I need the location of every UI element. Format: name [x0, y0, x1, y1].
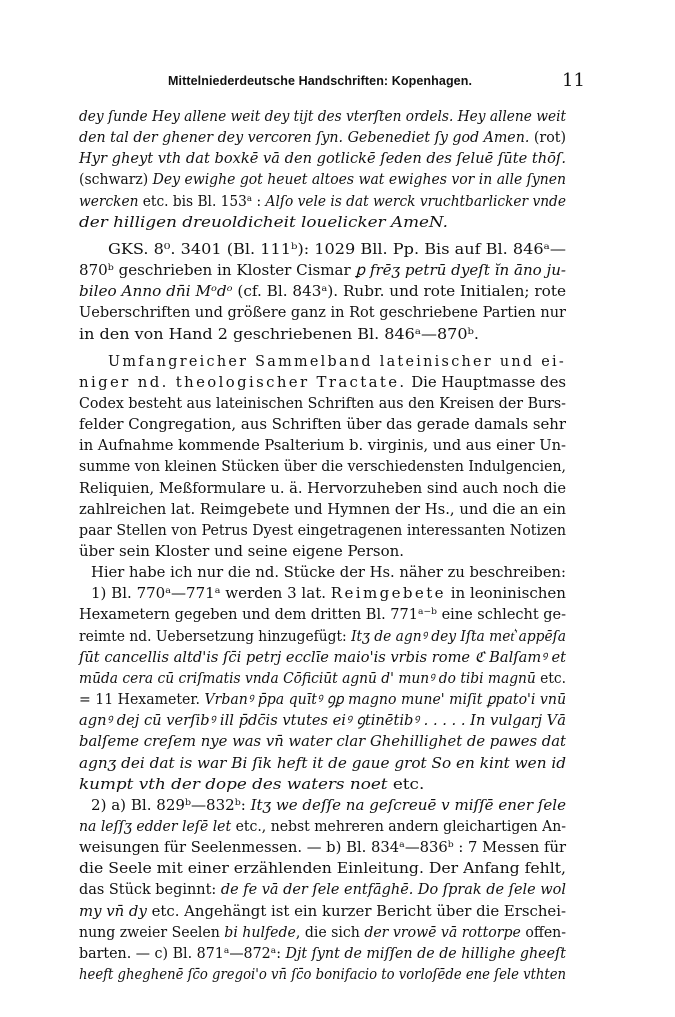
line-content — [108, 239, 566, 259]
line-content — [79, 191, 566, 211]
line-content — [79, 520, 566, 540]
line-content — [79, 710, 566, 730]
line-content — [79, 393, 566, 413]
text-segment: bi hulfede — [224, 923, 296, 941]
text-segment: Hier habe ich nur die nd. Stücke der Hs. näher zu beschreiben: — [91, 563, 566, 581]
line-content — [91, 795, 566, 815]
line-content — [79, 753, 566, 773]
line-content — [79, 964, 566, 984]
text-segment: Reliquien, Meßformulare u. ä. Hervorzuheben sind auch noch die — [79, 479, 567, 497]
line-content — [79, 837, 566, 857]
line-content — [79, 478, 566, 498]
text-segment: agnʒ dei dat is war Bi ſik heft it de gaue grot So en kint wen id — [79, 754, 567, 772]
text-segment: (cf. Bl. 843ᵃ). Rubr. und rote Initialen; rote — [232, 282, 566, 300]
text-segment: Itʒ de agnꝰ dey Iſta met͛ appēſa — [351, 627, 567, 645]
line-content — [79, 324, 479, 344]
line-content — [79, 302, 566, 322]
line-content — [79, 901, 566, 921]
line-content — [79, 372, 566, 392]
line-content — [79, 148, 566, 168]
text-segment: paar Stellen von Petrus Dyest eingetragenen interessanten Notizen — [79, 521, 567, 539]
text-segment: balſeme creſem nye was vn̄ water clar Ghehillighet de pawes dat — [79, 732, 566, 750]
line-content — [79, 604, 566, 624]
text-segment: mūda cera cū criſmatis vnda Cōficiūt agnū d' munꝰ do tibi magnū — [79, 669, 536, 687]
text-segment: kumpt vth der dope des waters noet — [79, 775, 388, 793]
text-segment: Djt ſynt de miſſen de de hillighe gheeſt — [285, 944, 566, 962]
text-segment: reimte nd. Uebersetzung hinzugefügt: — [79, 627, 352, 645]
text-segment: wercken — [79, 192, 139, 210]
text-segment: etc., nebst mehreren andern gleichartigen An- — [231, 817, 566, 835]
text-segment: in Aufnahme kommende Psalterium b. virginis, und aus einer Un- — [79, 436, 567, 454]
text-segment: heeft gheghenē ſc̄o gregoi'o vn̄ ſc̄o bonifacio to vorloſēde ene ſele vthten — [79, 965, 567, 983]
line-content — [79, 541, 404, 561]
text-segment: Hexametern gegeben und dem dritten Bl. 771ᵃ⁻ᵇ eine schlecht ge- — [79, 605, 567, 623]
text-segment: 1) Bl. 770ᵃ—771ᵃ werden 3 lat. — [91, 584, 331, 602]
text-segment: dey ſunde Hey allene weit dey tijt des vterſten ordels. Hey allene weit — [79, 107, 566, 125]
text-segment: Die Hauptmasse des — [406, 373, 567, 391]
line-content — [79, 668, 566, 688]
running-title: Mittelniederdeutsche Handschriften: Kopenhagen. — [168, 74, 473, 88]
line-content — [79, 858, 566, 878]
line-content — [79, 414, 566, 434]
text-segment: in leoninischen — [445, 584, 566, 602]
text-segment: 2) a) Bl. 829ᵇ—832ᵇ: — [91, 796, 251, 814]
text-segment: Itʒ we deſſe na geſcreuē v miſſē ener ſele — [250, 796, 566, 814]
line-content — [91, 583, 566, 603]
text-segment: Reimgebete — [330, 584, 446, 602]
text-segment: , die sich — [295, 923, 365, 941]
line-content — [108, 351, 566, 371]
text-segment: bileo Anno dn̄i Mᵒdᵒ — [79, 282, 233, 300]
line-content — [79, 731, 566, 751]
text-segment: felder Congregation, aus Schriften über das gerade damals sehr — [79, 415, 567, 433]
line-content — [79, 106, 566, 126]
line-content — [91, 562, 566, 582]
text-segment: Ueberschriften und größere ganz in Rot geschriebene Partien nur — [79, 303, 566, 321]
line-content — [79, 499, 566, 519]
line-content — [79, 127, 566, 147]
text-segment: der hilligen dreuoldicheit louelicker AmeN. — [79, 213, 448, 231]
text-segment: Vrbanꝰ p̄pa quītꝰ ꝯꝑ magno mune' miſit ꝑpato'i vnū — [204, 690, 567, 708]
text-segment: GKS. 8⁰. 3401 (Bl. 111ᵇ): 1029 Bll. Pp. Bis auf Bl. 846ᵃ— — [108, 240, 567, 258]
line-content — [79, 212, 448, 232]
text-segment: 870ᵇ geschrieben in Kloster Cismar — [79, 261, 356, 279]
text-segment: die Seele mit einer erzählenden Einleitung. Der Anfang fehlt, — [79, 859, 567, 877]
text-segment: de fe vā der ſele entfāghē. Do ſprak de ſele wol — [220, 880, 566, 898]
text-segment: das Stück beginnt: — [79, 880, 221, 898]
text-segment: Alſo vele is dat werck vruchtbarlicker vnde — [265, 192, 566, 210]
text-segment: nung zweier Seelen — [79, 923, 225, 941]
line-content — [79, 169, 566, 189]
line-content — [79, 626, 566, 646]
text-segment: den tal der ghener dey vercoren ſyn. Gebenediet ſy god Amen. — [79, 128, 530, 146]
line-content — [79, 456, 566, 476]
line-content — [79, 943, 566, 963]
line-content — [79, 689, 566, 709]
text-segment: etc. Angehängt ist ein kurzer Bericht über die Erschei- — [146, 902, 566, 920]
text-segment: ꝑ frēʒ petrū dyeſt ĭn āno ju- — [355, 261, 567, 279]
text-segment: my vn̄ dy — [79, 902, 147, 920]
line-content — [79, 647, 566, 667]
text-segment: Umfangreicher Sammelband lateinischer und ei- — [108, 352, 566, 370]
page-number: 11 — [562, 70, 585, 91]
text-segment: ſūt cancellis altd'is ſc̄i petrj ecclīe maio'is vrbis rome ℭ Balſamꝰ et — [79, 648, 566, 666]
line-content — [79, 774, 424, 794]
line-content — [79, 879, 566, 899]
text-segment: weisungen für Seelenmessen. — b) Bl. 834ᵃ—836ᵇ : 7 Messen für — [79, 838, 567, 856]
text-segment: über sein Kloster und seine eigene Person. — [79, 542, 404, 560]
text-segment: etc. — [387, 775, 425, 793]
text-segment: summe von kleinen Stücken über die verschiedensten Indulgencien, — [79, 457, 566, 475]
text-segment: Hyr gheyt vth dat boxkē vā den gotlickē ſeden des ſeluē ſūte thōſ. — [79, 149, 566, 167]
text-segment: offen- — [520, 923, 567, 941]
text-segment: Codex besteht aus lateinischen Schriften aus den Kreisen der Burs- — [79, 394, 566, 412]
text-segment: der vrowē vā rottorpe — [364, 923, 521, 941]
text-segment: agnꝰ dej cū verſibꝰ ill p̄dc̄is vtutes eiꝰ ꝯtinētibꝰ . . . . . In vulgarj Vā — [79, 711, 566, 729]
text-segment: = 11 Hexameter. — [79, 690, 205, 708]
text-segment: etc. bis Bl. 153ᵃ : — [138, 192, 266, 210]
text-segment: zahlreichen lat. Reimgebete und Hymnen der Hs., und die an ein — [79, 500, 567, 518]
text-segment: (rot) — [529, 128, 566, 146]
text-segment: etc. — [535, 669, 566, 687]
text-segment: na leſſʒ edder leſē let — [79, 817, 232, 835]
line-content — [79, 816, 566, 836]
text-segment: barten. — c) Bl. 871ᵃ—872ᵃ: — [79, 944, 286, 962]
line-content — [79, 281, 566, 301]
text-segment: niger nd. theologischer Tractate. — [79, 373, 407, 391]
text-segment: (schwarz) — [79, 170, 153, 188]
text-segment: in den von Hand 2 geschriebenen Bl. 846ᵃ—870ᵇ. — [79, 325, 480, 343]
line-content — [79, 922, 566, 942]
line-content — [79, 260, 566, 280]
text-segment: Dey ewighe got heuet altoes wat ewighes vor in alle ſynen — [152, 170, 567, 188]
line-content — [79, 435, 566, 455]
